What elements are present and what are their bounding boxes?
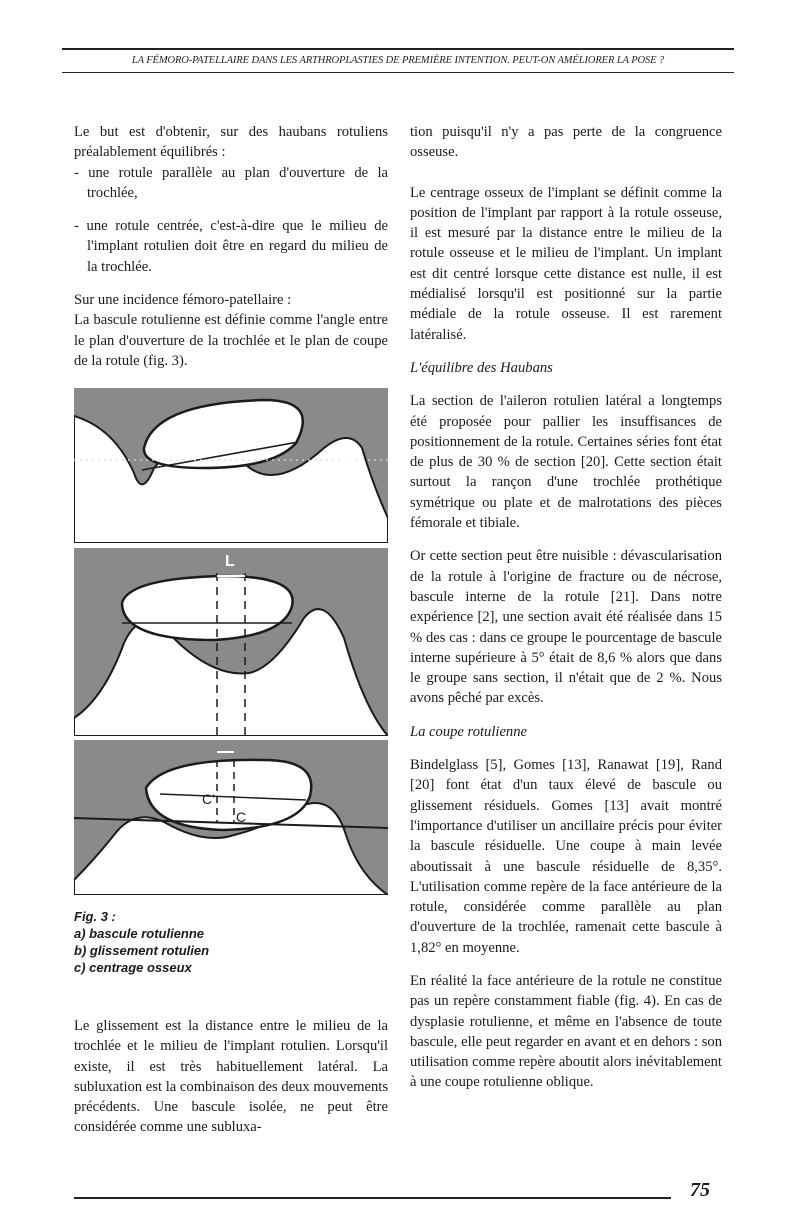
right-paragraph-6: En réalité la face antérieure de la rotule ne constitue pas un repère constamment fiable (fig. 4). En cas de dysplasie rotulienne, et même en l'absence de toute bascule, elle peut regarder en avant et en dehors : son utilisation comme repère aboutit alors inévitablement à une coupe rotulienne oblique.	[410, 972, 722, 1091]
incidence-line: Sur une incidence fémoro-patellaire :	[74, 292, 292, 309]
bullet-parallel: - une rotule parallèle au plan d'ouverture de la trochlée,	[74, 164, 388, 201]
figure-panel-c	[74, 740, 388, 895]
figure-panel-b	[74, 548, 388, 736]
glissement-paragraph: Le glissement est la distance entre le milieu de la trochlée et le milieu de l'implant rotulien. Lorsqu'il existe, il est très habituellement latéral. La subluxation est la combinaison des deux mouvements précédents. Une bascule isolée, ne peut être considérée comme une subluxa-	[74, 1018, 388, 1136]
right-paragraph-2: Le centrage osseux de l'implant se définit comme la position de l'implant par rapport à la rotule osseuse, il est mesuré par la distance entre le milieu de la rotule osseuse et le milieu de l'implant. Un implant est dit centré lorsque cette distance est nulle, il est médialisé lorsqu'il est positionné sur la partie médiale de la rotule osseuse. Il est rarement latéralisé.	[410, 184, 722, 343]
footer-rule	[74, 1197, 671, 1199]
figure-caption	[74, 908, 209, 976]
patella-shape-b	[122, 576, 293, 640]
right-paragraph-5: Bindelglass [5], Gomes [13], Ranawat [19], Rand [20] font état d'un taux élevé de bascule ou glissement résiduels. Gomes [13] avait montré l'importance d'utiliser un ancillaire précis pour éviter la bascule résiduelle. Une coupe à main levée aboutissait à une bascule résiduelle de 8,35°. L'utilisation comme repère de la face antérieure de la rotule, considérée comme parallèle au plan d'ouverture de la trochlée, ramenait cette bascule à 1,82° en moyenne.	[410, 757, 722, 956]
left-column-top	[74, 122, 388, 384]
subheading-haubans: L'équilibre des Haubans	[410, 359, 553, 376]
top-rule	[62, 48, 734, 50]
alpha-label: α	[344, 448, 364, 486]
label-L: L	[225, 553, 235, 570]
bascule-definition: La bascule rotulienne est définie comme l'angle entre le plan d'ouverture de la trochlée et le plan de coupe de la rotule (fig. 3).	[74, 312, 388, 369]
caption-title: Fig. 3 :	[74, 909, 116, 924]
intro-paragraph: Le but est d'obtenir, sur des haubans rotuliens préalablement équilibrés :	[74, 124, 388, 161]
page-number: 75	[690, 1179, 710, 1201]
header-underline	[62, 72, 734, 73]
right-column	[410, 122, 722, 1106]
label-C-prime: C'	[202, 791, 215, 807]
right-paragraph-3: La section de l'aileron rotulien latéral a longtemps été proposée pour pallier les insuffisances de positionnement de la rotule. Certaines séries font état de plus de 30 % de section [20]. Cette section était surtout la rançon d'une trochlée prothétique symétrique ou plate et de malrotations des pièces fémorale et tibiale.	[410, 393, 722, 532]
caption-line-a: a) bascule rotulienne	[74, 926, 205, 941]
left-column-bottom	[74, 1016, 388, 1151]
patella-shape-a	[144, 400, 303, 468]
running-title: LA FÉMORO-PATELLAIRE DANS LES ARTHROPLASTIES DE PREMIÈRE INTENTION. PEUT-ON AMÉLIORER LA POSE ?	[131, 55, 665, 66]
figure-panel-a	[74, 388, 388, 543]
label-C: C	[236, 809, 247, 825]
bullet-centered: - une rotule centrée, c'est-à-dire que le milieu de l'implant rotulien doit être en regard du milieu de la trochlée.	[74, 218, 388, 275]
caption-line-b: b) glissement rotulien	[74, 943, 210, 958]
right-paragraph-4: Or cette section peut être nuisible : dévascularisation de la rotule à l'origine de fracture ou de nécrose, bascule interne de la rotule [21]. Dans notre expérience [2], une section avait été réalisée dans 15 % des cas : dans ce groupe le pourcentage de bascule interne supérieure à 5° était de 8,6 % alors que dans le groupe sans section, il n'était que de 2 %. Nous avons pêché par excès.	[410, 548, 722, 707]
subheading-coupe: La coupe rotulienne	[410, 723, 527, 740]
right-paragraph-1: tion puisqu'il n'y a pas perte de la congruence osseuse.	[410, 124, 722, 161]
caption-line-c: c) centrage osseux	[74, 960, 192, 975]
